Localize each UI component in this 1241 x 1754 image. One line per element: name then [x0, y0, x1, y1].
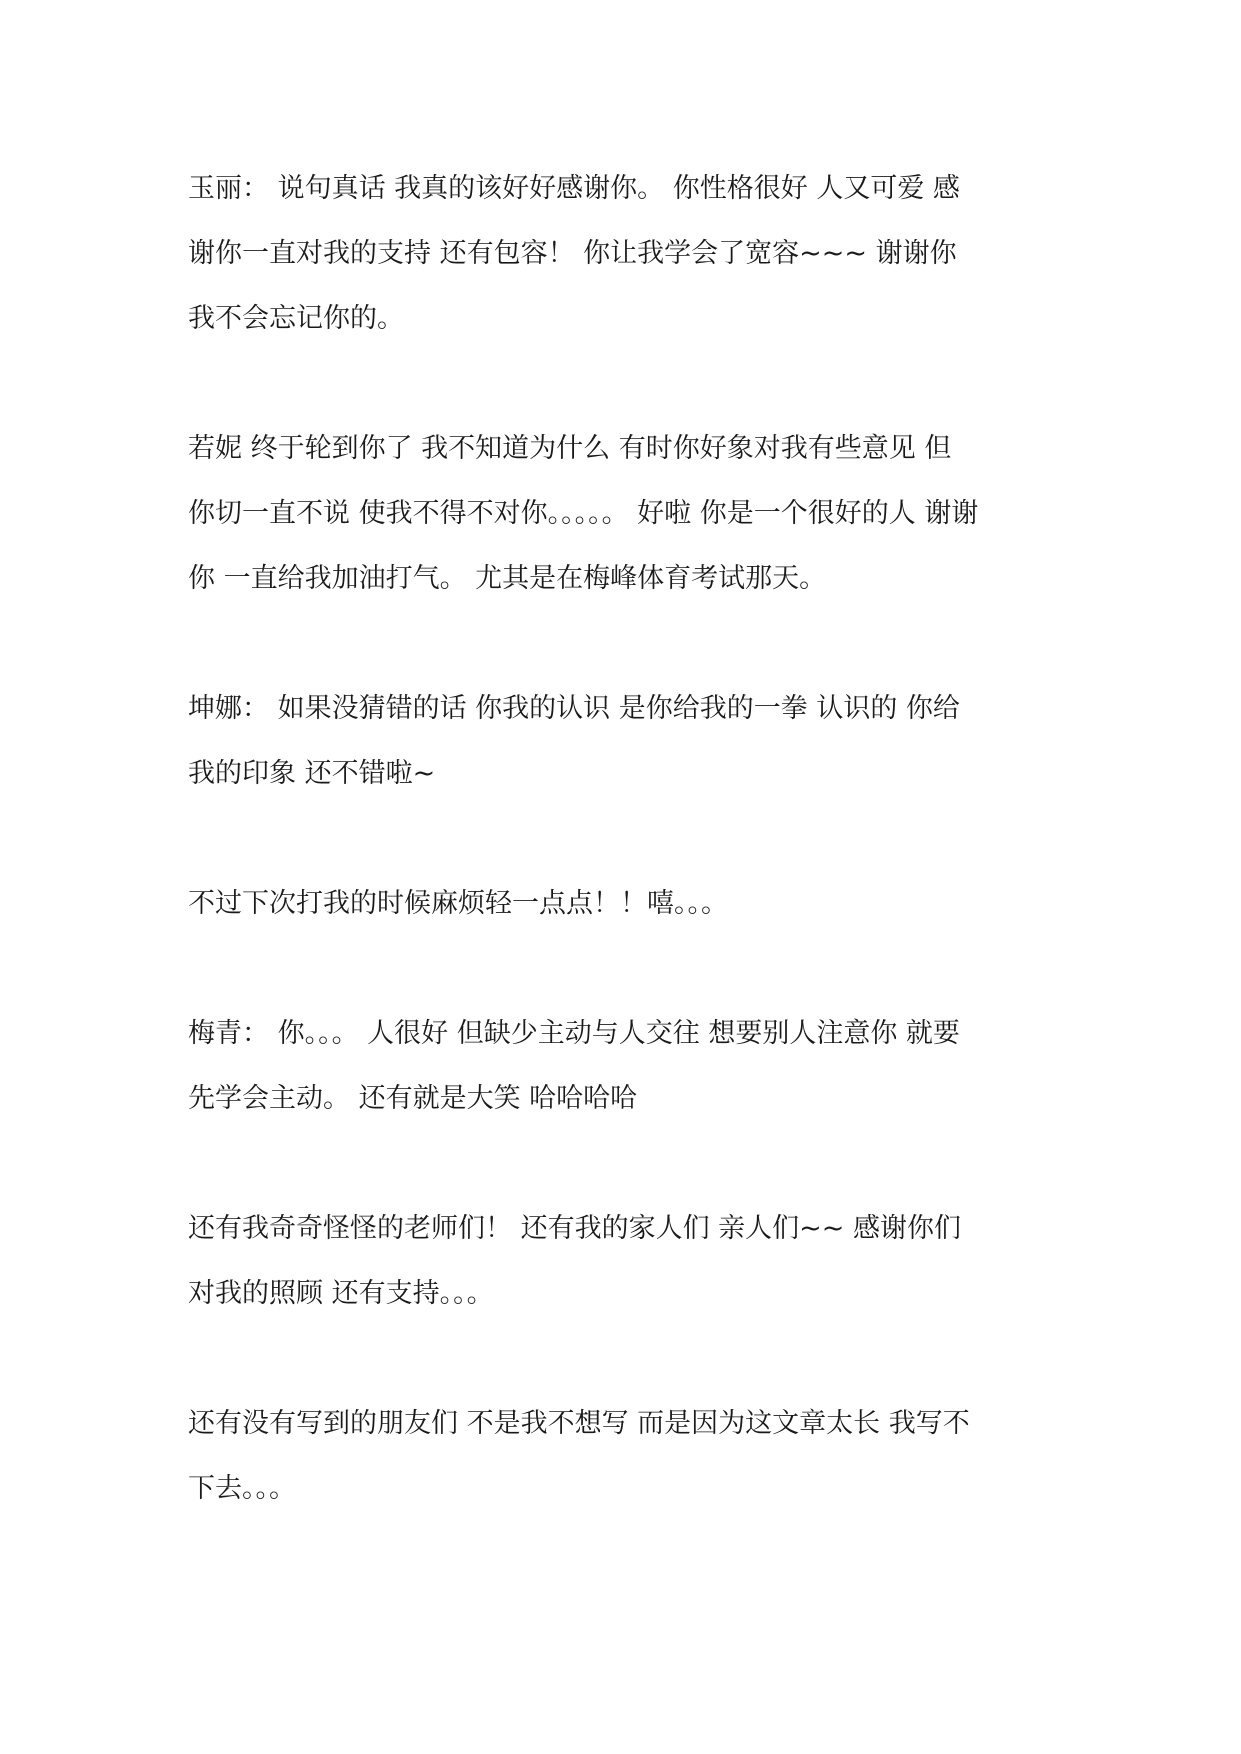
paragraph-yuli: 玉丽： 说句真话 我真的该好好感谢你。 你性格很好 人又可爱 感 谢你一直对我的支持 还有包容！ 你让我学会了宽容~~~ 谢谢你 我不会忘记你的。 [188, 173, 960, 334]
paragraph-ruoni: 若妮 终于轮到你了 我不知道为什么 有时你好象对我有些意见 但 你切一直不说 使我不得不对你。。。。。 好啦 你是一个很好的人 谢谢 你 一直给我加油打气。 尤其是在梅峰体育考试那天。 [188, 433, 979, 594]
document-body [188, 156, 1056, 1521]
paragraph-meiqing: 梅青： 你。。。 人很好 但缺少主动与人交往 想要别人注意你 就要 先学会主动。 还有就是大笑 哈哈哈哈 [188, 1018, 960, 1114]
paragraph-other-friends: 还有没有写到的朋友们 不是我不想写 而是因为这文章太长 我写不 下去。。。 [188, 1408, 970, 1504]
paragraph-kunna: 坤娜： 如果没猜错的话 你我的认识 是你给我的一拳 认识的 你给 我的印象 还不错啦~ [188, 693, 960, 789]
paragraph-teachers-family: 还有我奇奇怪怪的老师们！ 还有我的家人们 亲人们~~ 感谢你们 对我的照顾 还有支持。。。 [188, 1213, 961, 1309]
paragraph-next-time: 不过下次打我的时候麻烦轻一点点！！嘻。。。 [188, 888, 728, 919]
